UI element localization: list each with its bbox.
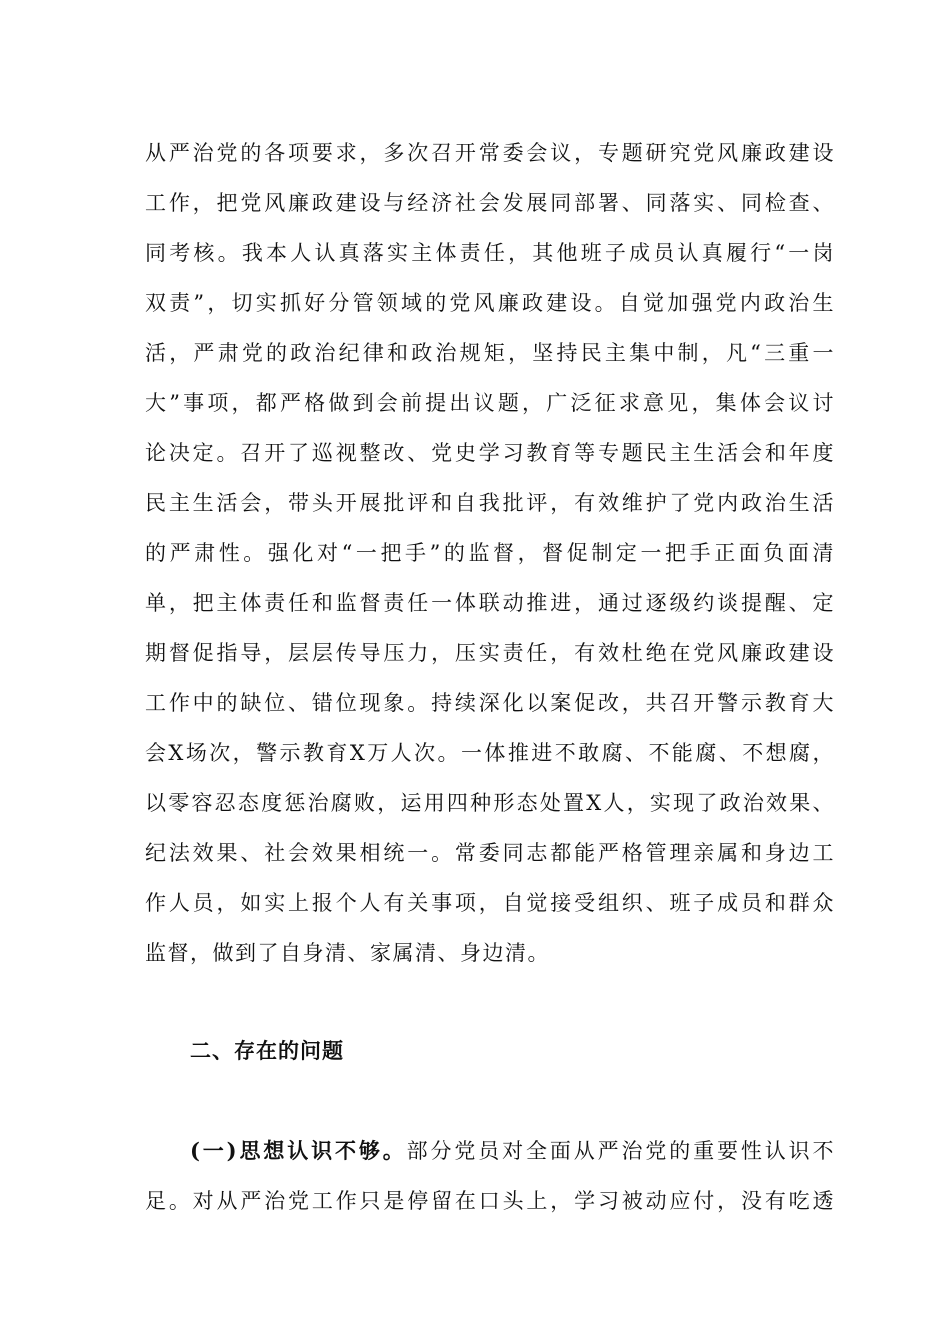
body-line: 会X场次，警示教育X万人次。一体推进不敢腐、不能腐、不想腐， xyxy=(145,741,835,765)
body-line: 的严肃性。强化对“一把手”的监督，督促制定一把手正面负面清 xyxy=(145,541,835,565)
body-line: 论决定。召开了巡视整改、党史学习教育等专题民主生活会和年度 xyxy=(145,441,835,465)
body-line: 民主生活会，带头开展批评和自我批评，有效维护了党内政治生活 xyxy=(145,491,835,515)
body-line: 单，把主体责任和监督责任一体联动推进，通过逐级约谈提醒、定 xyxy=(145,591,835,615)
body-line: 期督促指导，层层传导压力，压实责任，有效杜绝在党风廉政建设 xyxy=(145,641,835,665)
body-line: 作人员，如实上报个人有关事项，自觉接受组织、班子成员和群众 xyxy=(145,891,835,915)
body-line: 纪法效果、社会效果相统一。常委同志都能严格管理亲属和身边工 xyxy=(145,841,835,865)
body-line: 同考核。我本人认真落实主体责任，其他班子成员认真履行“一岗 xyxy=(145,241,835,265)
body-line: 双责”，切实抓好分管领域的党风廉政建设。自觉加强党内政治生 xyxy=(145,291,835,315)
body-line: 工作中的缺位、错位现象。持续深化以案促改，共召开警示教育大 xyxy=(145,691,835,715)
section-heading: 二、存在的问题 xyxy=(190,1038,344,1063)
body-line: 以零容忍态度惩治腐败，运用四种形态处置X人，实现了政治效果、 xyxy=(145,791,835,815)
subsection-line: 足。对从严治党工作只是停留在口头上，学习被动应付，没有吃透 xyxy=(145,1189,835,1213)
body-line: 从严治党的各项要求，多次召开常委会议，专题研究党风廉政建设 xyxy=(145,141,835,165)
body-line: 活，严肃党的政治纪律和政治规矩，坚持民主集中制，凡“三重一 xyxy=(145,341,835,365)
body-line: 工作，把党风廉政建设与经济社会发展同部署、同落实、同检查、 xyxy=(145,191,835,215)
body-line: 大”事项，都严格做到会前提出议题，广泛征求意见，集体会议讨 xyxy=(145,391,835,415)
subsection-text: 部分党员对全面从严治党的重要性认识不 xyxy=(406,1139,835,1163)
subsection-first-line xyxy=(190,1136,835,1166)
body-line-last: 监督，做到了自身清、家属清、身边清。 xyxy=(145,941,550,965)
subsection-lead: (一)思想认识不够。 xyxy=(190,1138,407,1163)
